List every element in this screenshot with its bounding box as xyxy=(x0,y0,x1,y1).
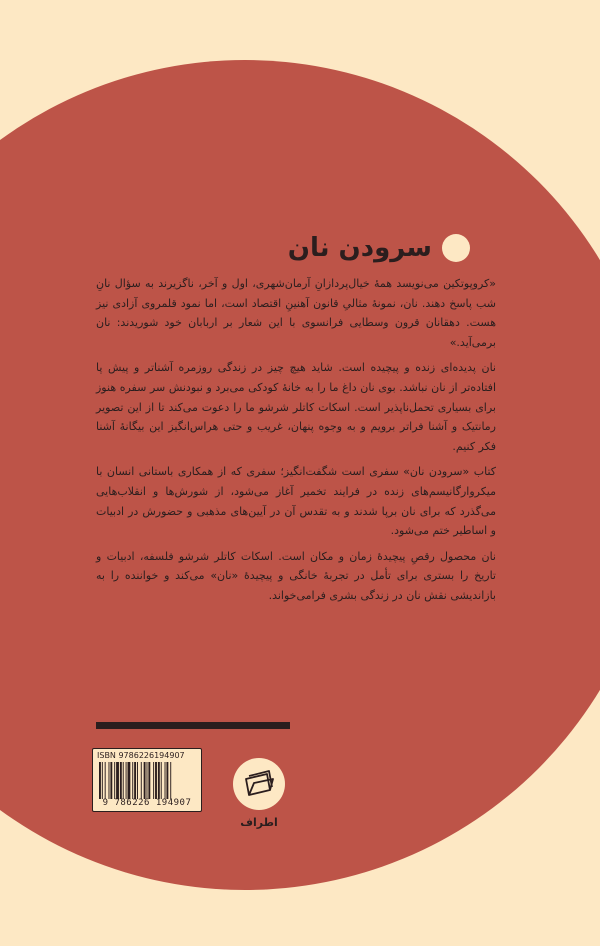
blurb-paragraph-journey: کتاب «سرودن نان» سفری است شگفت‌انگیز؛ سفری که از همکاری باستانی انسان با میکروارگانیسم‌های زنده در فرایند تخمیر آغاز می‌شود، از شورش‌ها و انقلاب‌هایی می‌گذرد که برای نان برپا شدند و به تقدس آن در آیین‌های مذهبی و حضورش در ادبیات و اساطیر ختم می‌شود. xyxy=(96,465,496,538)
publisher-name: اطراف xyxy=(240,816,278,829)
blurb-paragraph-closing: نان محصول رقصِ پیچیدهٔ زمان و مکان است. اسکات کاتلر شرشو فلسفه، ادبیات و تاریخ را بستری برای تأمل در تجربهٔ خانگی و پیچیدهٔ «نان» می‌کند و خواننده را به بازاندیشی نقش نان در زندگی بشری فرامی‌خواند. xyxy=(96,549,496,602)
publisher-logo-icon xyxy=(232,757,286,811)
isbn-digits: 9 786226 194907 xyxy=(102,798,192,808)
blurb-paragraph-quote: «کروپوتکین می‌نویسد همهٔ خیال‌پردازانِ آرمان‌شهری، اول و آخر، ناگزیرند به سؤال نانِ شب پاسخ دهند. نان، نمونهٔ مثالیِ قانون آهنینِ اقتصاد است، اما نمود قلمروی آزادی نیز هست. دهقانان قرون وسطایی فرانسوی با این شعار بر اربابان خود شوریدند: نان برمی‌آید.» xyxy=(96,277,496,349)
divider-bar xyxy=(96,722,290,729)
isbn-label: ISBN 9786226194907 xyxy=(97,751,185,760)
title-row xyxy=(287,230,470,266)
book-title: سرودن نان xyxy=(287,233,432,263)
title-dot-icon xyxy=(442,234,470,262)
barcode-bars xyxy=(99,762,195,799)
blurb-paragraph-intro: نان پدیده‌ای زنده و پیچیده است. شاید هیچ چیز در زندگی روزمره آشناتر و پیش پا افتاده‌تر از نان نباشد. بوی نان داغ ما را به خانهٔ کودکی می‌برد و نبودنش سر سفره هنوز برای بسیاری تحمل‌ناپذیر است. اسکات کاتلر شرشو ما را دعوت می‌کند تا از این تصویر رمانتیک و آشنا فراتر برویم و به وجوه پنهان، غریب و حتی هراس‌انگیز این بیگانهٔ آشنا فکر کنیم. xyxy=(96,361,496,453)
blurb xyxy=(96,274,496,612)
isbn-barcode xyxy=(92,748,202,812)
